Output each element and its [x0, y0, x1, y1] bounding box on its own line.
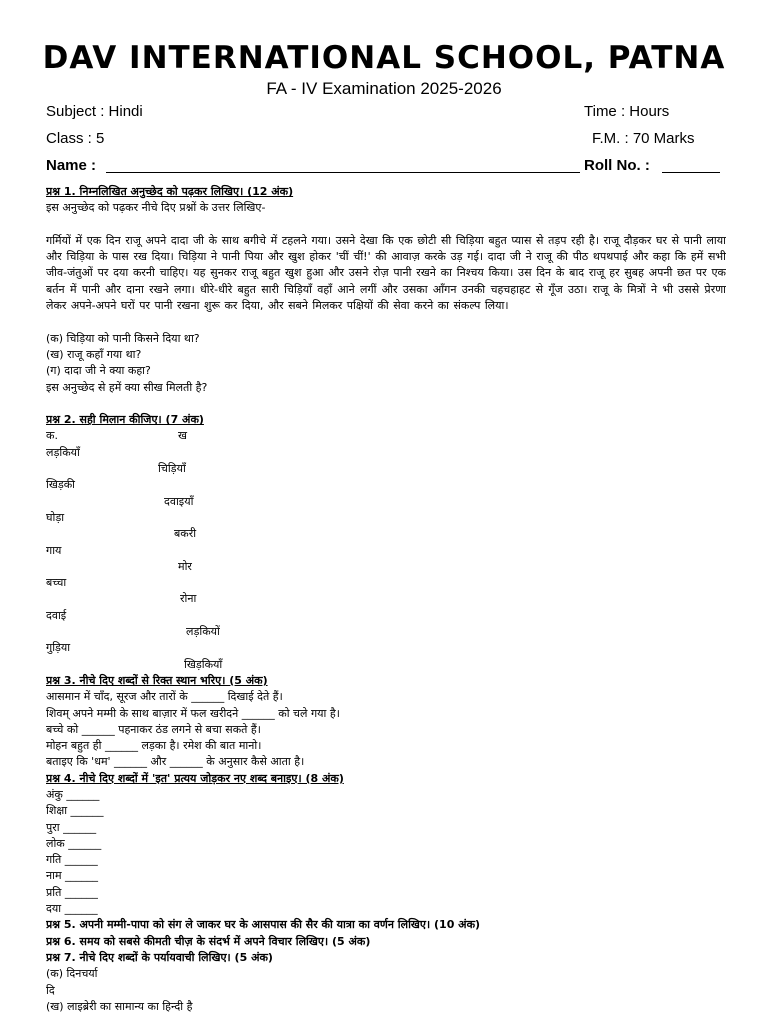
q2-right-2: दवाइयाँ — [164, 494, 194, 508]
q2-left-1: लड़कियाँ — [46, 445, 80, 459]
name-label: Name : — [46, 157, 97, 174]
q2-left-2: खिड़की — [46, 478, 76, 492]
name-blank-line — [106, 172, 580, 173]
q1-instruction: इस अनुच्छेद को पढ़कर नीचे दिए प्रश्नों के उत्तर लिखिए- — [46, 201, 266, 215]
q7-heading: प्रश्न 7. नीचे दिए शब्दों के पर्यायवाची लिखिए। (5 अंक) — [46, 950, 273, 964]
q1-question-b: (ख) राजू कहाँ गया था? — [46, 347, 142, 361]
q7-item-1: (क) दिनचर्या — [46, 967, 98, 981]
q3-line-5: बताइए कि 'धम' ______ और ______ के अनुसार कैसे आता है। — [46, 755, 305, 769]
q4-heading: प्रश्न 4. नीचे दिए शब्दों में 'इत' प्रत्यय जोड़कर नए शब्द बनाइए। (8 अंक) — [46, 771, 344, 785]
subject-field: Subject : Hindi — [46, 103, 143, 120]
q4-item-2: शिक्षा ______ — [46, 804, 104, 818]
spacer — [46, 217, 726, 233]
q3-line-2: शिवम् अपने मम्मी के साथ बाज़ार में फल खरीदने ______ को चले गया है। — [46, 706, 340, 720]
q1-heading: प्रश्न 1. निम्नलिखित अनुच्छेद को पढ़कर लिखिए। (12 अंक) — [46, 185, 294, 198]
q2-right-6: लड़कियों — [186, 625, 220, 639]
q2-left-7: गुड़िया — [46, 641, 71, 655]
q2-col-a: क. — [46, 429, 58, 443]
q2-right-7: खिड़कियाँ — [184, 657, 223, 671]
q3-line-1: आसमान में चाँद, सूरज और तारों के ______ दिखाई देते हैं। — [46, 690, 283, 704]
school-title: DAV INTERNATIONAL SCHOOL, PATNA — [42, 40, 726, 76]
q2-col-b: ख — [177, 429, 187, 443]
q2-column-headers — [46, 428, 726, 444]
time-field: Time : Hours — [584, 103, 670, 120]
q2-left-4: गाय — [46, 543, 62, 557]
q2-right-1: चिड़ियाँ — [158, 462, 186, 476]
q4-item-4: लोक ______ — [46, 836, 102, 850]
q1-question-a: (क) चिड़िया को पानी किसने दिया था? — [46, 331, 200, 345]
q5-heading: प्रश्न 5. अपनी मम्मी-पापा को संग ले जाकर घर के आसपास की सैर की यात्रा का वर्णन लिखिए। (10 अंक) — [46, 918, 481, 932]
q7-item-2: दि — [46, 983, 55, 997]
q2-right-4: मोर — [178, 559, 192, 573]
q2-left-3: घोड़ा — [46, 510, 65, 524]
q2-left-5: बच्चा — [46, 576, 67, 590]
q4-item-3: पुरा ______ — [46, 820, 97, 834]
roll-blank-line — [662, 172, 720, 173]
exam-subtitle: FA - IV Examination 2025-2026 — [266, 79, 502, 98]
q4-item-6: नाम ______ — [46, 869, 99, 883]
q1-question-d: इस अनुच्छेद से हमें क्या सीख मिलती है? — [46, 380, 208, 394]
q4-item-5: गति ______ — [46, 853, 98, 867]
q3-heading: प्रश्न 3. नीचे दिए शब्दों से रिक्त स्थान भरिए। (5 अंक) — [46, 673, 268, 687]
q2-heading: प्रश्न 2. सही मिलान कीजिए। (7 अंक) — [46, 413, 204, 427]
q4-item-1: अंकु ______ — [46, 788, 100, 801]
q7-item-3: (ख) लाइब्रेरी का सामान्य का हिन्दी है — [46, 999, 193, 1013]
roll-label: Roll No. : — [584, 157, 650, 174]
q2-right-5: रोना — [180, 592, 197, 606]
q3-line-3: बच्चे को ______ पहनाकर ठंड लगने से बचा सकते हैं। — [46, 722, 261, 736]
q4-item-7: प्रति ______ — [46, 885, 98, 899]
q4-item-8: दया ______ — [46, 902, 98, 916]
class-field: Class : 5 — [46, 130, 105, 147]
q2-left-6: दवाई — [46, 608, 67, 622]
q1-passage: गर्मियों में एक दिन राजू अपने दादा जी के साथ बगीचे में टहलने गया। उसने देखा कि एक छोटी सी चिड़िया बहुत प्यास से तड़प रही है। राजू दौड़कर घर से पानी लाया और चिड़िया के पास रख दिया। चिड़िया ने पानी पिया और खुश होकर 'चीं चीं!' की आवाज़ करके उड़ गई। दादा जी ने राजू की पीठ थपथपाई और कहा कि हमें सभी जीव-जंतुओं पर दया करनी चाहिए। यह सुनकर राजू बहुत खुश हुआ और उसने रोज़ पानी रखने का निश्चय किया। उस दिन के बाद राजू हर सुबह अपनी छत पर एक बर्तन में पानी और दाना रखने लगा। धीरे-धीरे बहुत सारी चिड़ियाँ वहाँ आने लगीं और उसका आँगन उनकी चहचहाहट से गूँज उठा। राजू के मित्रों ने भी उससे प्रेरणा लेकर अपने-अपने घरों पर पानी रखना शुरू कर दिया, और सबने मिलकर पक्षियों की सेवा करने का संकल्प लिया। — [46, 233, 726, 313]
q6-heading: प्रश्न 6. समय को सबसे कीमती चीज़ के संदर्भ में अपने विचार लिखिए। (5 अंक) — [46, 934, 371, 948]
q1-question-c: (ग) दादा जी ने क्या कहा? — [46, 364, 151, 378]
question-body — [46, 184, 726, 1015]
q2-right-3: बकरी — [174, 527, 197, 541]
q3-line-4: मोहन बहुत ही ______ लड़का है। रमेश की बात मानो। — [46, 739, 262, 753]
spacer — [46, 396, 726, 412]
full-marks-field: F.M. : 70 Marks — [592, 130, 695, 147]
